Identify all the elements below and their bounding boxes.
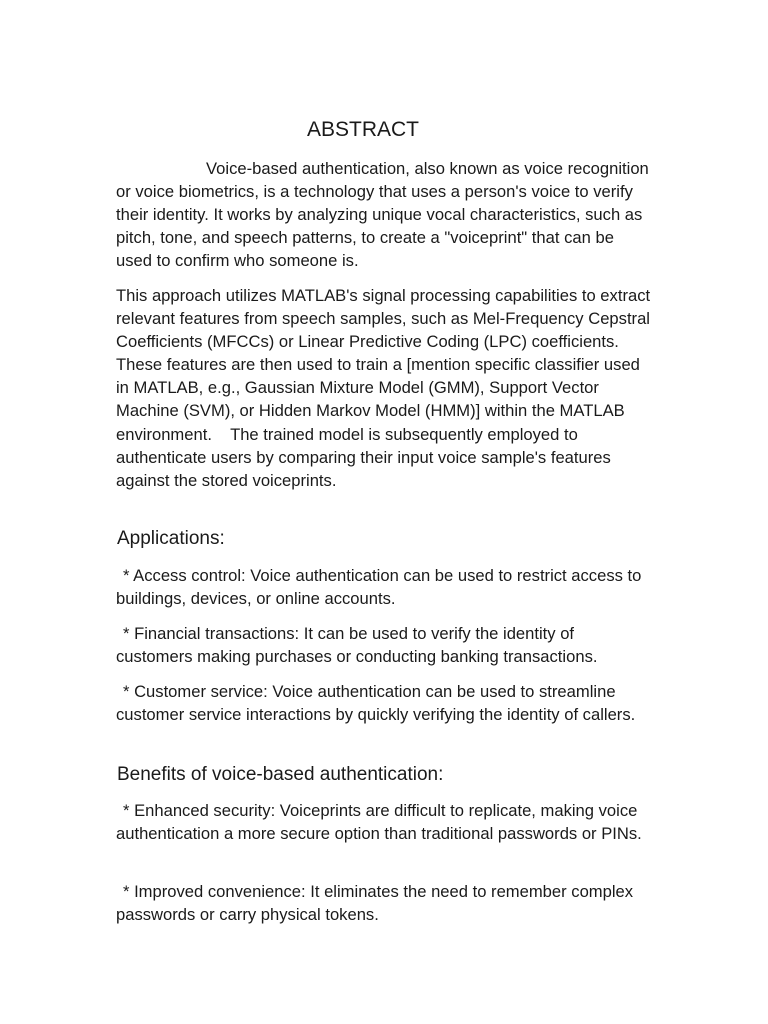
document-title: ABSTRACT [307, 118, 420, 141]
benefits-heading: Benefits of voice-based authentication: [117, 764, 444, 785]
applications-heading: Applications: [117, 528, 225, 549]
application-item-customer-service: * Customer service: Voice authentication can be used to streamline customer service interactions by quickly verifying the identity of callers. [116, 682, 636, 725]
application-item-financial-transactions: * Financial transactions: It can be used to verify the identity of customers making purchases or conducting banking transactions. [116, 624, 598, 667]
benefit-item-enhanced-security: * Enhanced security: Voiceprints are difficult to replicate, making voice authentication a more secure option than traditional passwords or PINs. [116, 801, 642, 844]
benefit-item-improved-convenience: * Improved convenience: It eliminates the need to remember complex passwords or carry physical tokens. [116, 882, 634, 925]
abstract-paragraph-intro: Voice-based authentication, also known as voice recognition or voice biometrics, is a technology that uses a person's voice to verify their identity. It works by analyzing unique vocal characteristics, such as pitch, tone, and speech patterns, to create a "voiceprint" that can be used to confirm who someone is. [116, 159, 649, 271]
abstract-paragraph-method: This approach utilizes MATLAB's signal processing capabilities to extract relevant features from speech samples, such as Mel-Frequency Cepstral Coefficients (MFCCs) or Linear Predictive Coding (LPC) coefficients. These features are then used to train a [mention specific classifier used in MATLAB, e.g., Gaussian Mixture Model (GMM), Support Vector Machine (SVM), or Hidden Markov Model (HMM)] within the MATLAB environment. The trained model is subsequently employed to authenticate users by comparing their input voice sample's features against the stored voiceprints. [116, 286, 651, 490]
application-item-access-control: * Access control: Voice authentication can be used to restrict access to buildings, devices, or online accounts. [116, 566, 642, 609]
